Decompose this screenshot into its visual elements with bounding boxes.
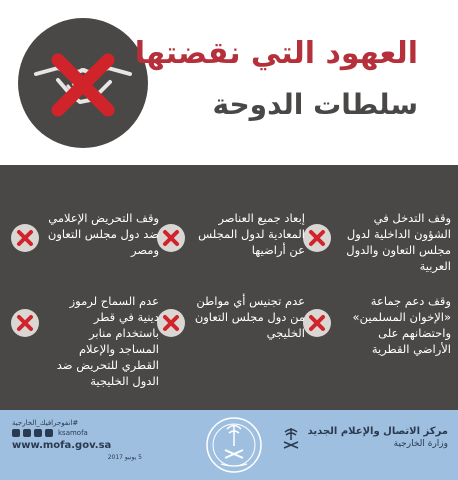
violation-item (11, 293, 159, 393)
palm-swords-icon (280, 426, 302, 452)
youtube-icon[interactable] (45, 429, 53, 437)
red-x-icon (303, 309, 331, 337)
footer (0, 410, 458, 480)
violations-panel (0, 165, 458, 410)
hashtag-link[interactable]: #انفوجرافيك_الخارجية (12, 419, 79, 427)
handshake-crossed-icon (18, 18, 148, 148)
red-x-icon (157, 309, 185, 337)
violation-text: وقف التحريض الإعلامي ضد دول مجلس التعاون ومصر (47, 211, 159, 257)
facebook-icon[interactable] (23, 429, 31, 437)
violation-text: إبعاد جميع العناصر المعادية لدول المجلس عن أراضيها (198, 211, 305, 257)
page-title: العهود التي نقضتها (134, 36, 418, 71)
red-x-icon (11, 224, 39, 252)
header (0, 0, 458, 165)
footer-brand (280, 426, 448, 452)
violation-item (303, 293, 451, 393)
social-links (12, 429, 142, 437)
violation-text: وقف التدخل في الشؤون الداخلية لدول مجلس التعاون والدول العربية (346, 211, 451, 273)
website-link[interactable]: www.mofa.gov.sa (12, 440, 112, 451)
violation-text: عدم السماح لرموز دينية في قطر باستخدام منابر المساجد والإعلام القطري للتحريض ضد الدول الخليجية (56, 294, 159, 388)
violation-text: وقف دعم جماعة «الإخوان المسلمين» واحتضانهم على الأراضي القطرية (352, 294, 451, 356)
center-name: مركز الاتصال والإعلام الجديد (307, 426, 448, 437)
footer-brand-text (308, 426, 448, 449)
violation-item (157, 293, 305, 393)
twitter-icon[interactable] (12, 429, 20, 437)
red-x-icon (303, 224, 331, 252)
red-x-icon (157, 224, 185, 252)
violation-text: عدم تجنيس أي مواطن من دول مجلس التعاون الخليجي (194, 294, 305, 340)
social-handle: ksamofa (58, 429, 88, 437)
footer-contact (12, 418, 142, 461)
page-subtitle: سلطات الدوحة (212, 88, 418, 121)
publish-date: 5 يونيو 2017 (107, 454, 142, 461)
instagram-icon[interactable] (34, 429, 42, 437)
ministry-emblem-icon (205, 416, 263, 474)
ministry-name: وزارة الخارجية (393, 439, 448, 449)
red-x-icon (11, 309, 39, 337)
